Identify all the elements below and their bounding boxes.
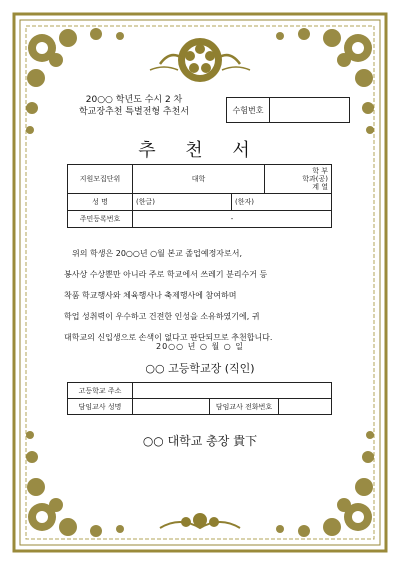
recommendation-text xyxy=(64,243,344,348)
name-korean-field[interactable] xyxy=(133,194,232,211)
applicant-info-table xyxy=(67,164,332,228)
paragraph-line-4: 학업 성취력이 우수하고 건전한 인성을 소유하였기에, 귀 xyxy=(64,312,260,321)
resident-id-label: 주민등록번호 xyxy=(68,211,133,228)
school-address-field[interactable] xyxy=(133,383,332,399)
recipient-line: ○○ 대학교 총장 貴下 xyxy=(142,434,258,448)
header-line-1: 20○○ 학년도 수시 2 차 xyxy=(85,95,183,105)
teacher-info-table xyxy=(67,382,332,415)
paragraph-line-2: 봉사상 수상뿐만 아니라 주로 학교에서 쓰레기 분리수거 등 xyxy=(64,270,268,279)
name-hanja-field[interactable] xyxy=(232,194,332,211)
resident-id-field[interactable] xyxy=(133,211,332,228)
application-unit-label: 지원모집단위 xyxy=(68,165,133,194)
issue-date: 20○○ 년 ○ 월 ○ 일 xyxy=(155,342,244,351)
teacher-phone-field[interactable] xyxy=(279,399,332,415)
resident-id-dash: - xyxy=(230,215,234,223)
university-cell[interactable] xyxy=(133,165,265,194)
university-label: 대학 xyxy=(191,175,206,183)
teacher-phone-label: 담임교사 전화번호 xyxy=(210,399,279,415)
paragraph-line-1: 위의 학생은 20○○년 ○월 본교 졸업예정자로서, xyxy=(72,249,243,258)
exam-number-box xyxy=(226,97,350,123)
bottom-ornament-icon xyxy=(160,513,240,528)
department-label: 학과(공) xyxy=(302,175,328,183)
name-korean-label: (한글) xyxy=(136,198,155,206)
exam-number-field[interactable] xyxy=(270,98,349,122)
form-header xyxy=(64,94,204,118)
exam-number-label: 수험번호 xyxy=(227,98,270,122)
school-address-label: 고등학교 주소 xyxy=(68,383,133,399)
teacher-name-label: 담임교사 성명 xyxy=(68,399,133,415)
paragraph-line-5: 대학교의 신입생으로 손색이 없다고 판단되므로 추천합니다. xyxy=(64,333,273,342)
principal-signature: ○○ 고등학교장 (직인) xyxy=(145,362,255,375)
faculty-label: 학 부 xyxy=(312,167,328,175)
track-label: 계 열 xyxy=(312,183,328,191)
name-label: 성 명 xyxy=(68,194,133,211)
name-hanja-label: (한자) xyxy=(235,198,254,206)
header-line-2: 학교장추천 특별전형 추천서 xyxy=(78,107,190,117)
document-title: 추 천 서 xyxy=(138,140,262,161)
teacher-name-field[interactable] xyxy=(133,399,210,415)
department-cell[interactable] xyxy=(265,165,332,194)
paragraph-line-3: 착품 학교행사와 체육행사나 축제행사에 참여하며 xyxy=(64,291,237,300)
emblem-icon xyxy=(150,38,250,82)
